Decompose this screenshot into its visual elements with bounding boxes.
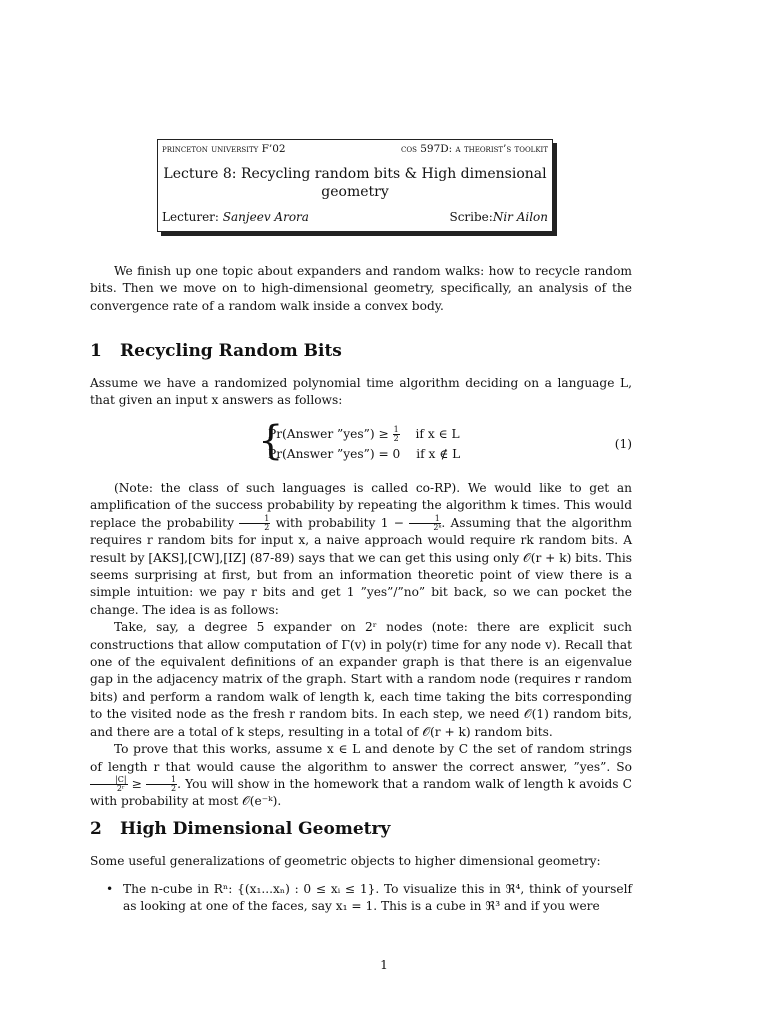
- course-label: cos 597D: a theorist’s toolkit: [400, 143, 548, 155]
- page-number: 1: [380, 958, 388, 972]
- intro-paragraph: We finish up one topic about expanders and random walks: how to recycle random bits. Then we move on to high-dimensional geometry, specifically, an analysis of the convergence rate of a random walk inside a convex body.: [90, 264, 632, 313]
- list-item: • The n-cube in Rⁿ: {(x₁...xₙ) : 0 ≤ xᵢ ≤ 1}. To visualize this in ℜ⁴, think of yourself as looking at one of the faces, say x₁ = 1. This is a cube in ℜ³ and if you were: [106, 882, 632, 914]
- equation-1: { Pr(Answer ”yes”) ≥ $\frac{1}{2}$ if x ∈ L Pr(Answer ”yes”) = 0 if x ∉ L (1): [258, 418, 632, 464]
- section2-paragraph-1: Some useful generalizations of geometric objects to higher dimensional geometry:: [90, 854, 601, 868]
- lecturer-name: Sanjeev Arora: [222, 210, 309, 224]
- lecture-header-box: [157, 139, 553, 232]
- lecturer-line: Lecturer: Sanjeev Arora: [162, 210, 309, 224]
- lecture-title: Lecture 8: Recycling random bits & High dimensional geometry: [163, 166, 547, 200]
- section1-body: (Note: the class of such languages is called co-RP). We would like to get an amplification of the success probability by repeating the algorithm k times. This would replace the probability $\frac{1}{2}$ with probability 1 − $\frac{1}{\text{2ᵏ}}$ . Assuming that the algorithm requires r random bits for input x, a naive approach would require rk random bits. A result by [AKS],[CW],[IZ] (87-89) says that we can get this using only 𝒪(r + k) bits. This seems surprising at first, but from an information theoretic point of view there is a simple intuition: we pay r bits and get 1 ”yes”/”no” bit back, so we can pocket the change. The idea is as follows: Take, say, a degree 5 expander on 2ʳ nodes (note: there are explicit such constructions that allow computation of Γ(v) in poly(r) time for any node v). Recall that one of the equivalent definitions of an expander graph is that there is an eigenvalue gap in the adjacency matrix of the graph. Start with a random node (requires r random bits) and perform a random walk of length k, each time taking the bits corresponding to the visited node as the fresh r random bits. In each step, we need 𝒪(1) random bits, and there are a total of k steps, resulting in a total of 𝒪(r + k) random bits. To prove that this works, assume x ∈ L and denote by C the set of random strings of length r that would cause the algorithm to answer the correct answer, ”yes”. So $\frac{|C|}{\text{2ʳ}}$ ≥ $\frac{1}{2}$ . You will show in the homework that a random walk of length k avoids C with probability at most 𝒪(e⁻ᵏ).: [90, 481, 632, 809]
- section1-paragraph-1: Assume we have a randomized polynomial time algorithm deciding on a language L, that given an input x answers as follows:: [90, 376, 632, 408]
- equation-number: (1): [614, 437, 632, 451]
- bullet-icon: •: [106, 882, 114, 896]
- left-brace: {: [258, 418, 284, 464]
- institution-label: princeton university F’02: [162, 143, 286, 155]
- section-heading-1: 1 Recycling Random Bits: [90, 341, 342, 361]
- section-heading-2: 2 High Dimensional Geometry: [90, 819, 391, 839]
- scribe-name: Nir Ailon: [492, 210, 548, 224]
- scribe-line: Scribe:Nir Ailon: [449, 210, 548, 224]
